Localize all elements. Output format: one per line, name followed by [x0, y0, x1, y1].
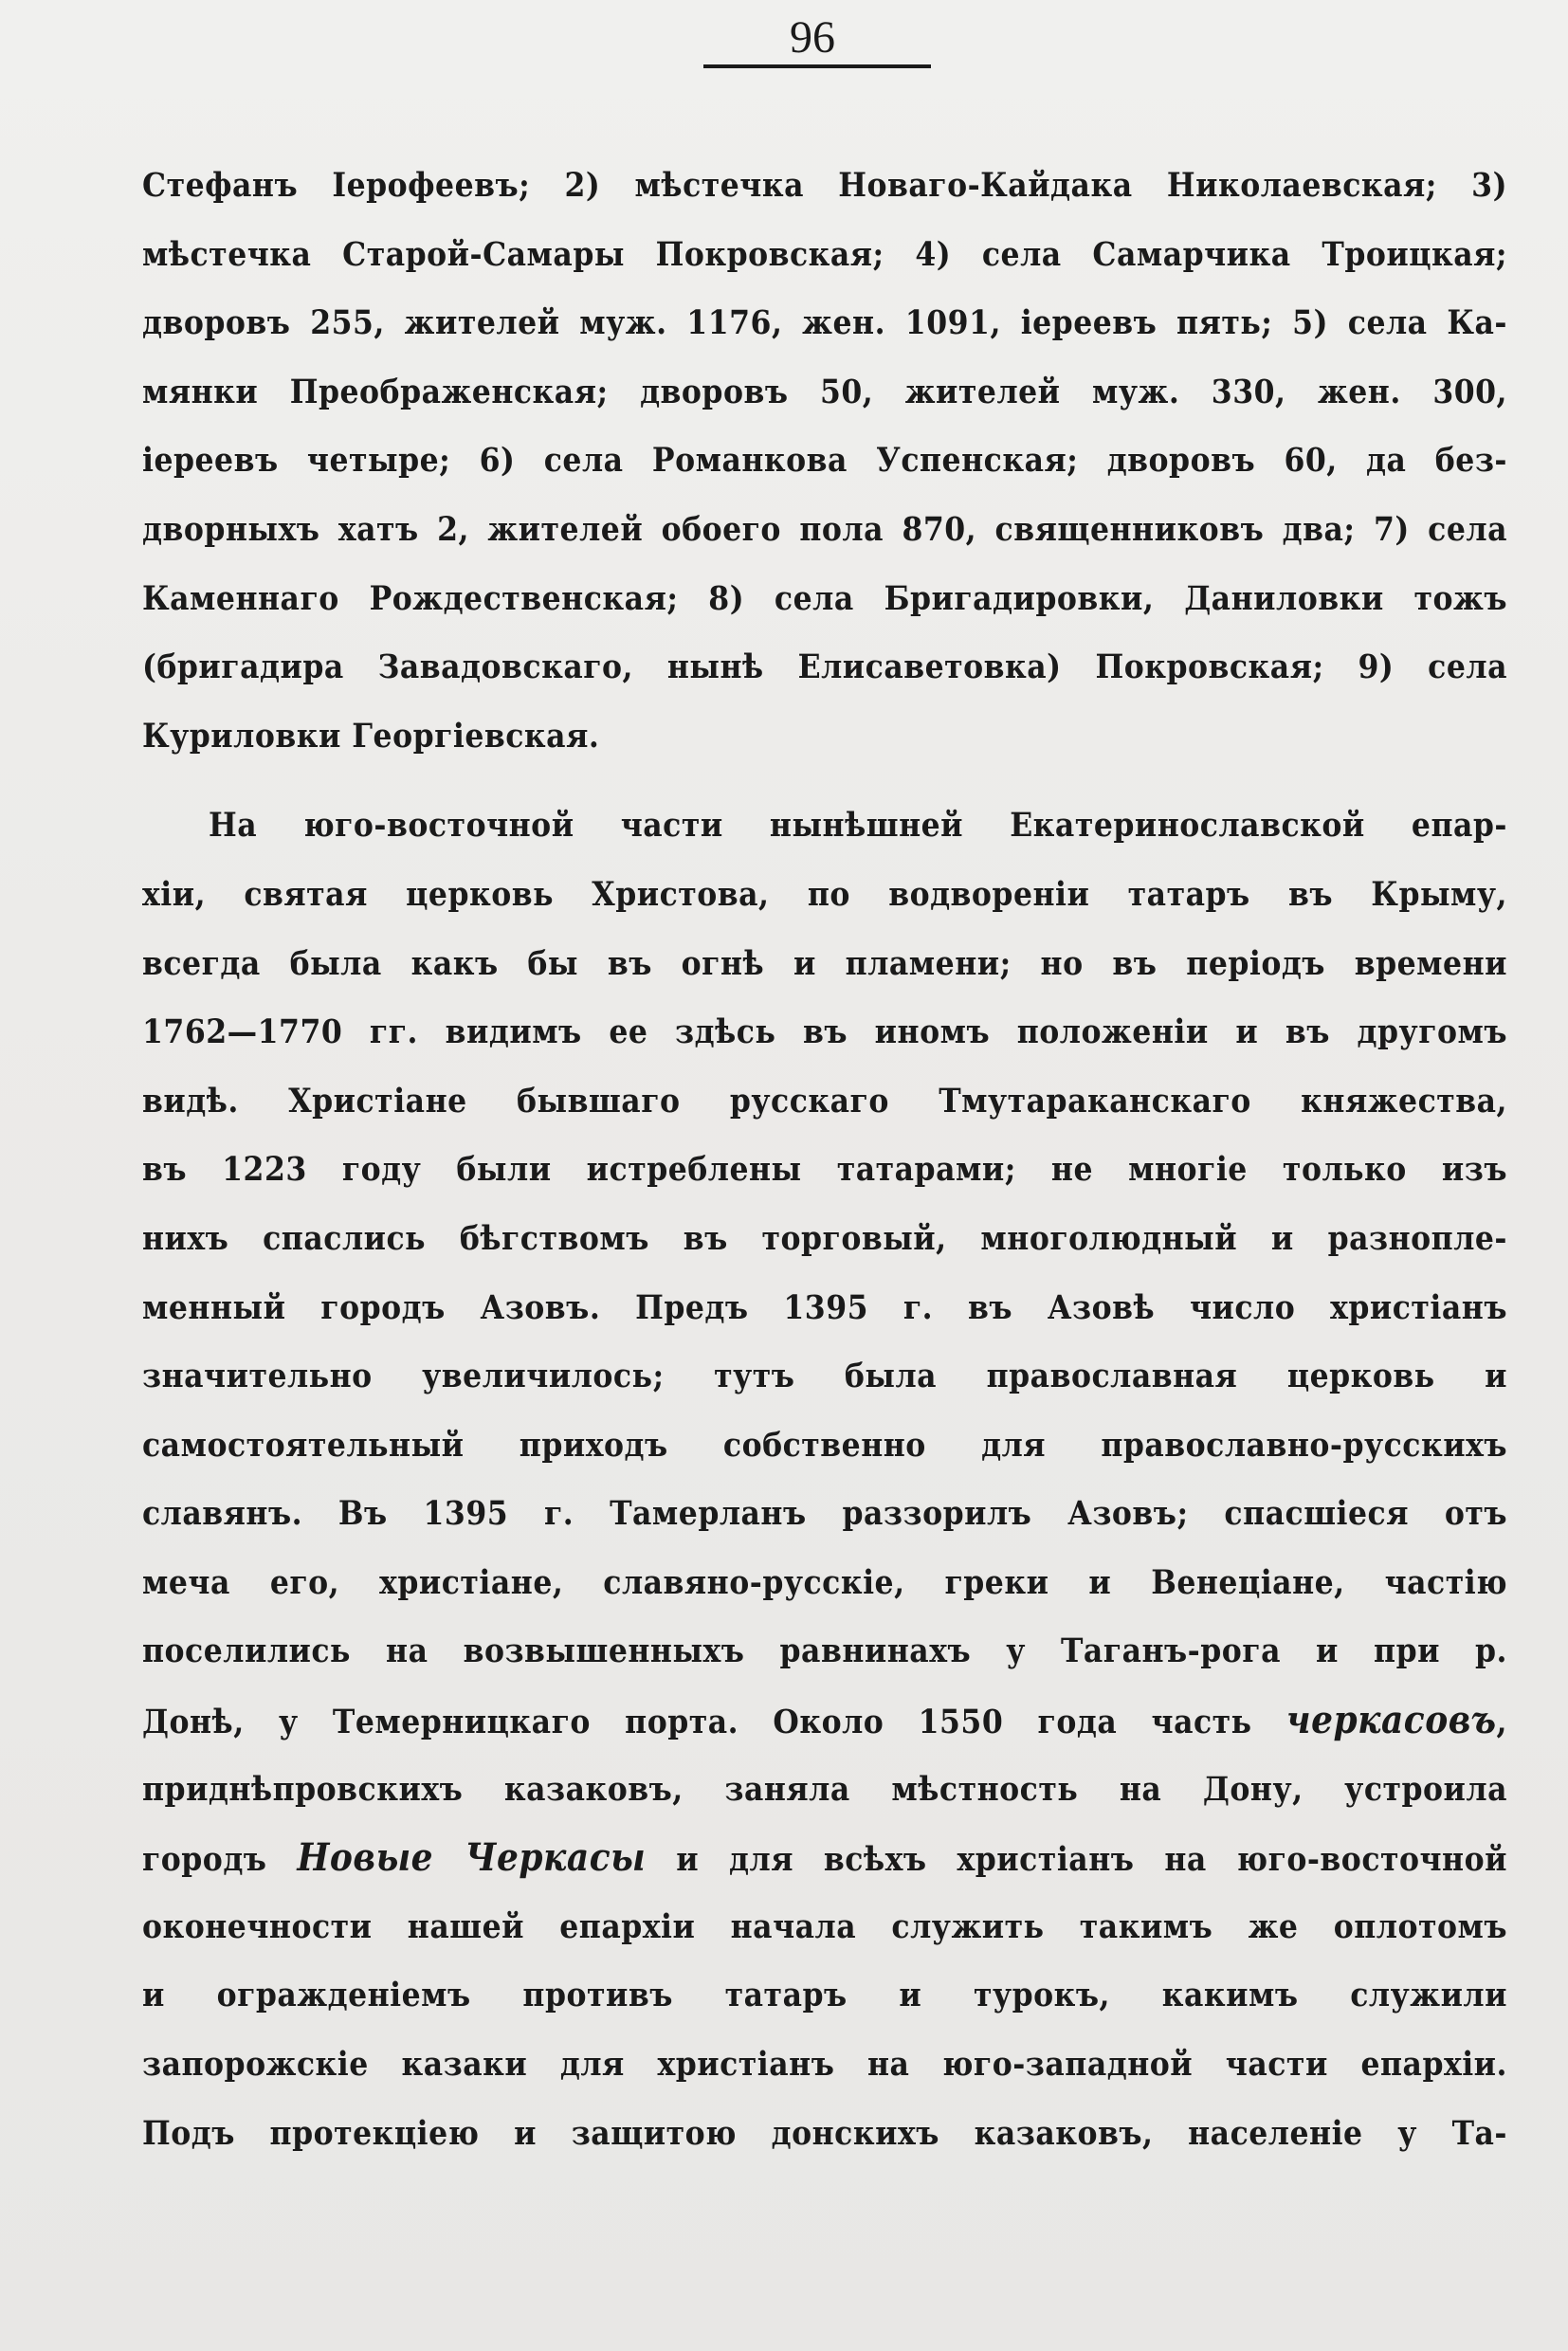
text-line: Каменнаго Рождественская; 8) села Бригадировки, Даниловки тожъ — [142, 578, 1507, 618]
text-line: самостоятельный приходъ собственно для православно-русскихъ — [142, 1425, 1507, 1465]
text-segment: , — [1496, 1703, 1507, 1742]
text-line: менный городъ Азовъ. Предъ 1395 г. въ Азовѣ число христіанъ — [142, 1287, 1507, 1327]
text-line: меча его, христіане, славяно-русскіе, греки и Венеціане, частію — [142, 1562, 1507, 1602]
paragraph-gap — [142, 771, 1507, 792]
page-number: 96 — [790, 12, 835, 63]
page-number-rule — [703, 64, 931, 68]
text-line: оконечности нашей епархіи начала служить такимъ же оплотомъ — [142, 1906, 1507, 1946]
text-line: видѣ. Христіане бывшаго русскаго Тмутараканскаго княжества, — [142, 1081, 1507, 1121]
emphasis-novye-cherkasy: Новые Черкасы — [297, 1835, 647, 1881]
text-line: запорожскіе казаки для христіанъ на юго-западной части епархіи. — [142, 2045, 1507, 2085]
text-line: мянки Преображенская; дворовъ 50, жителей муж. 330, жен. 300, — [142, 372, 1507, 411]
text-line: Куриловки Георгіевская. — [142, 716, 600, 756]
text-line: приднѣпровскихъ казаковъ, заняла мѣстность на Дону, устроила — [142, 1769, 1507, 1809]
text-line: поселились на возвышенныхъ равнинахъ у Таганъ-рога и при р. — [142, 1631, 1507, 1671]
text-line: дворовъ 255, жителей муж. 1176, жен. 1091, іереевъ пять; 5) села Ка- — [142, 303, 1507, 343]
paragraph-1 — [142, 152, 1507, 771]
text-segment: Донѣ, у Темерницкаго порта. Около 1550 года часть — [142, 1703, 1252, 1742]
text-line: Подъ протекціею и защитою донскихъ казаковъ, населеніе у Та- — [142, 2113, 1507, 2153]
emphasis-cherkasov: черкасовъ — [1285, 1698, 1497, 1743]
text-line: (бригадира Завадовскаго, нынѣ Елисаветовка) Покровская; 9) села — [142, 647, 1507, 687]
text-line-cherkasov — [142, 1686, 1507, 1756]
text-line: іереевъ четыре; 6) села Романкова Успенская; дворовъ 60, да без- — [142, 441, 1507, 481]
text-line: нихъ спаслись бѣгствомъ въ торговый, многолюдный и разнопле- — [142, 1218, 1507, 1258]
text-body — [142, 152, 1507, 2168]
text-line-novye-cherkasy — [142, 1824, 1507, 1893]
text-line: и огражденіемъ противъ татаръ и турокъ, какимъ служили — [142, 1976, 1507, 2015]
text-segment: городъ — [142, 1840, 267, 1880]
text-line: хіи, святая церковь Христова, по водвореніи татаръ въ Крыму, — [142, 874, 1507, 914]
text-line: въ 1223 году были истреблены татарами; не многіе только изъ — [142, 1150, 1507, 1190]
text-line: мѣстечка Старой-Самары Покровская; 4) села Самарчика Троицкая; — [142, 234, 1507, 274]
text-line: славянъ. Въ 1395 г. Тамерланъ раззорилъ Азовъ; спасшіеся отъ — [142, 1494, 1507, 1534]
text-segment: и для всѣхъ христіанъ на юго-восточной — [676, 1840, 1507, 1880]
text-line: значительно увеличилось; тутъ была православная церковь и — [142, 1357, 1507, 1396]
text-line: На юго-восточной части нынѣшней Екатеринославской епар- — [209, 806, 1507, 846]
text-line: 1762—1770 гг. видимъ ее здѣсь въ иномъ положеніи и въ другомъ — [142, 1012, 1507, 1052]
text-line: всегда была какъ бы въ огнѣ и пламени; но въ періодъ времени — [142, 943, 1507, 983]
text-line: Стефанъ Іерофеевъ; 2) мѣстечка Новаго-Кайдака Николаевская; 3) — [142, 166, 1507, 205]
text-line: дворныхъ хатъ 2, жителей обоего пола 870, священниковъ два; 7) села — [142, 509, 1507, 549]
paragraph-2 — [142, 792, 1507, 2168]
